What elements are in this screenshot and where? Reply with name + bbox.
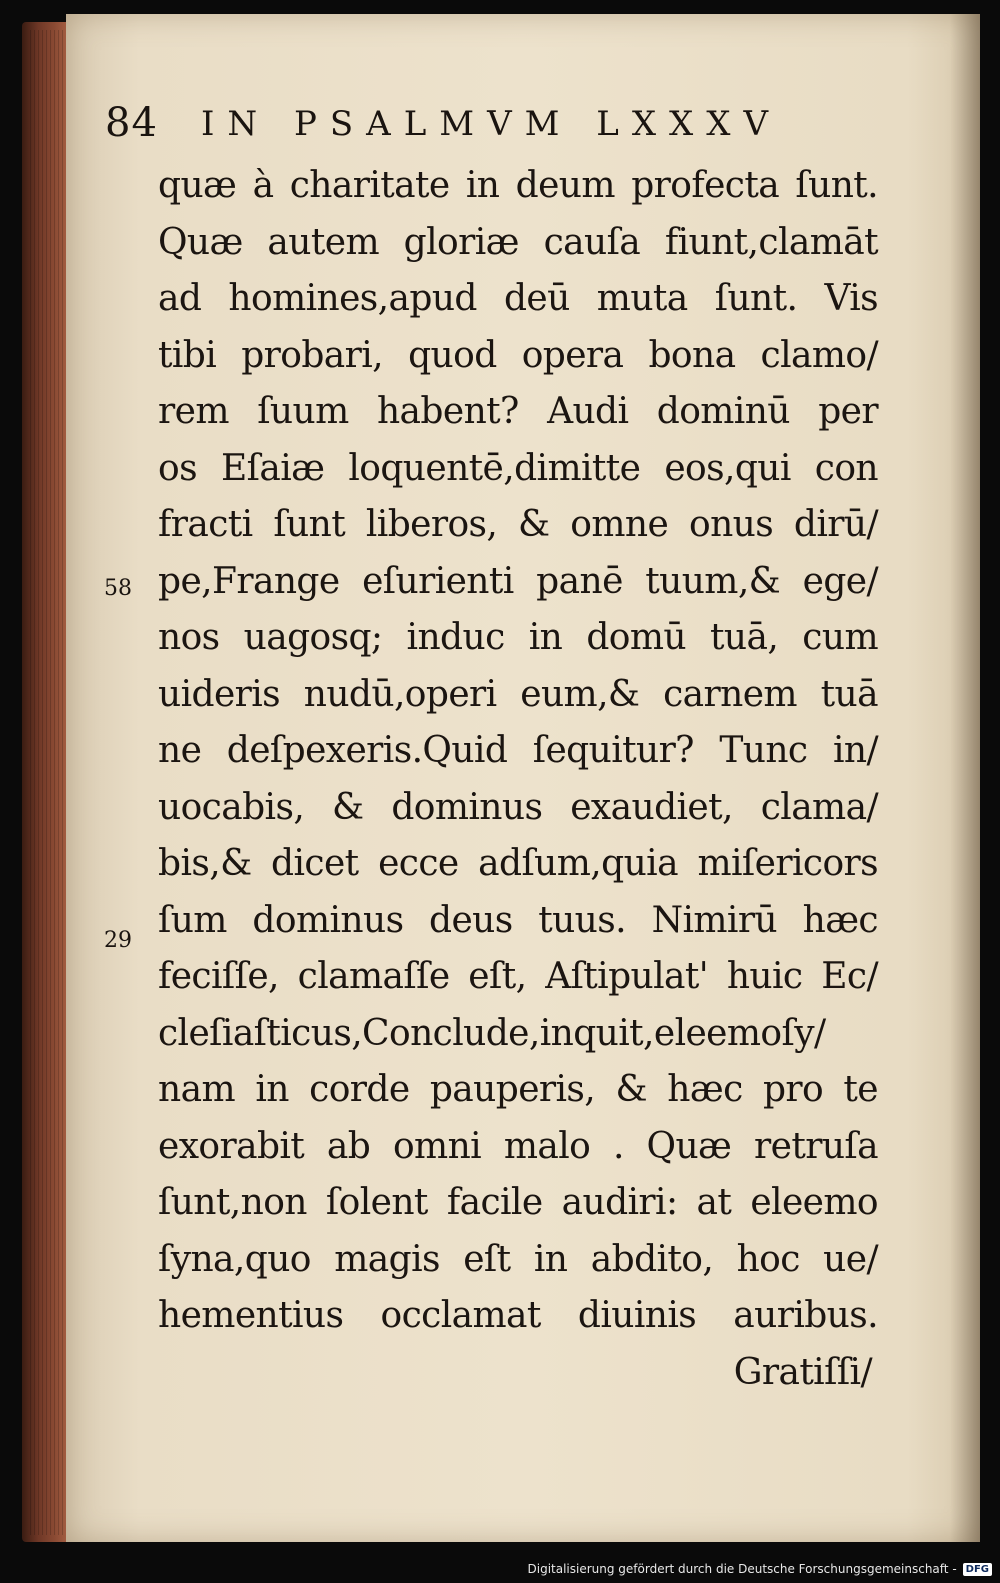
dfg-logo-icon: DFG: [963, 1563, 992, 1576]
text-line: Quæ autem gloriæ cauſa fiunt,clamāt: [158, 221, 878, 263]
page-number: 84: [105, 100, 158, 146]
margin-note: 58: [104, 576, 132, 601]
text-line: rem ſuum habent? Audi dominū per: [158, 391, 878, 432]
text-line: cleſiaſticus,Conclude,inquit,eleemoſy/: [158, 1012, 826, 1054]
text-line: pe,Frange eſurienti panē tuum,& ege/: [158, 560, 878, 602]
text-line: hementius occlamat diuinis auribus.: [158, 1295, 878, 1336]
text-line: exorabit ab omni malo . Quæ retruſa: [158, 1125, 878, 1167]
text-line: bis,& dicet ecce adſum,quia miſericors: [158, 843, 878, 884]
text-line: nam in corde pauperis, & hæc pro te: [158, 1069, 878, 1110]
text-line: ad homines,apud deū muta ſunt. Vis: [158, 278, 878, 319]
text-line: feciſſe, clamaſſe eſt, Aſtipulat' huic Ec/: [158, 956, 878, 997]
page-header: [105, 100, 865, 160]
catchword: Gratiſſi/: [733, 1351, 872, 1393]
running-title: IN PSALMVM LXXXV: [201, 104, 782, 144]
text-line: uideris nudū,operi eum,& carnem tuā: [158, 673, 878, 715]
text-line: ſum dominus deus tuus. Nimirū hæc: [158, 899, 878, 941]
funding-credit: Digitalisierung gefördert durch die Deutsche Forschungsgemeinschaft -: [527, 1562, 957, 1576]
digitization-footer: [528, 1555, 1000, 1583]
text-line: os Eſaiæ loquentē,dimitte eos,qui con: [158, 447, 878, 489]
text-line: ſyna,quo magis eſt in abdito, hoc ue/: [158, 1238, 878, 1280]
body-text: [158, 158, 878, 1401]
text-line: nos uagosq; induc in domū tuā, cum: [158, 617, 878, 658]
text-line: ſunt,non ſolent facile audiri: at eleemo: [158, 1182, 878, 1223]
text-line: tibi probari, quod opera bona clamo/: [158, 334, 878, 376]
text-line: quæ à charitate in deum profecta ſunt.: [158, 165, 878, 206]
margin-note: 29: [104, 928, 132, 953]
text-line: uocabis, & dominus exaudiet, clama/: [158, 786, 878, 828]
spine-shadow: [950, 14, 980, 1542]
text-line: fracti ſunt liberos, & omne onus dirū/: [158, 504, 878, 545]
page-edge-texture: [30, 30, 64, 1535]
text-line: ne deſpexeris.Quid ſequitur? Tunc in/: [158, 730, 878, 771]
